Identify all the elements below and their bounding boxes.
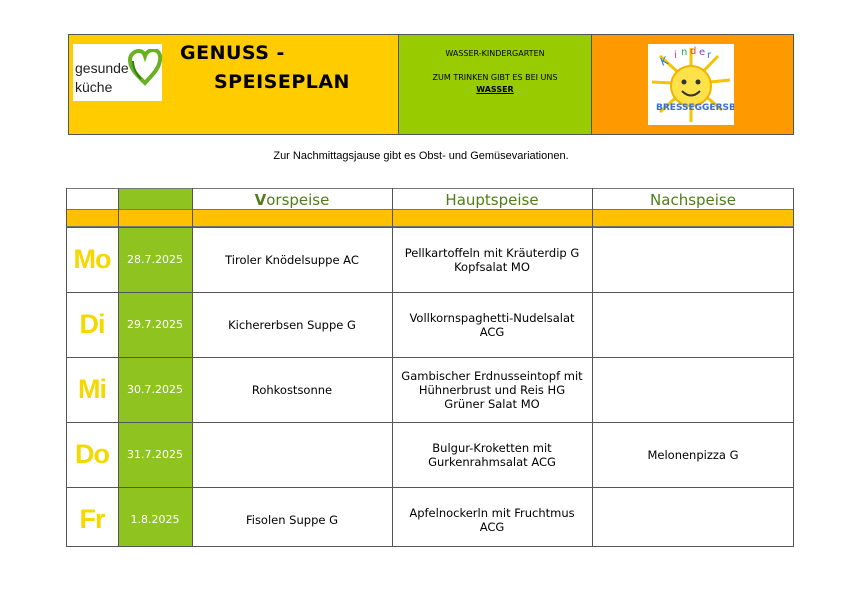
menu-header xyxy=(68,34,794,135)
dessert-cell xyxy=(592,357,794,422)
afternoon-snack-note: Zur Nachmittagsjause gibt es Obst- und Gemüsevariationen. xyxy=(273,150,569,162)
weekly-menu-table xyxy=(66,188,794,547)
main-course-cell xyxy=(392,422,592,487)
svg-text:i: i xyxy=(674,50,677,61)
dish-text-line: Fisolen Suppe G xyxy=(245,512,339,527)
water-kindergarten-label: WASSER-KINDERGARTEN xyxy=(445,49,545,58)
date-cell: 29.7.2025 xyxy=(127,318,183,331)
dish-text-line: Vollkornspaghetti-Nudelsalat xyxy=(409,310,575,325)
kindergarten-logo-panel xyxy=(592,35,793,134)
dish-text-line: Hühnerbrust und Reis HG xyxy=(418,382,566,397)
water-info-panel xyxy=(399,35,592,134)
date-cell: 28.7.2025 xyxy=(127,253,183,266)
date-cell: 31.7.2025 xyxy=(127,448,183,461)
table-row xyxy=(66,292,794,357)
heart-icon xyxy=(127,49,163,87)
starter-cell xyxy=(192,292,392,357)
logo-text-line2: küche xyxy=(75,79,113,95)
table-row xyxy=(66,422,794,487)
page-title-line1: GENUSS - xyxy=(180,42,285,64)
page-title-line2: SPEISEPLAN xyxy=(214,71,350,93)
dish-text-line: Rohkostsonne xyxy=(251,382,333,397)
dish-text-line: Kopfsalat MO xyxy=(454,259,530,274)
svg-text:K: K xyxy=(658,54,670,69)
dish-text-line: Gambischer Erdnusseintopf mit xyxy=(401,368,583,383)
date-cell: 30.7.2025 xyxy=(127,383,183,396)
weekday-label: Mo xyxy=(73,244,111,274)
gesunde-kueche-logo xyxy=(73,44,162,101)
dish-text-line: Grüner Salat MO xyxy=(444,396,540,411)
dish-text-line: Tiroler Knödelsuppe AC xyxy=(225,252,359,267)
table-row xyxy=(66,227,794,292)
svg-text:BRESSEGGERSB: BRESSEGGERSB xyxy=(656,103,734,113)
weekday-label: Fr xyxy=(79,504,105,534)
starter-cell xyxy=(192,227,392,292)
dish-text-line: Pellkartoffeln mit Kräuterdip G xyxy=(404,245,580,260)
water-emphasis: WASSER xyxy=(476,85,514,94)
water-info-text: ZUM TRINKEN GIBT ES BEI UNS xyxy=(432,73,558,82)
header-band xyxy=(66,209,794,227)
dish-text-line: Apfelnockerln mit Fruchtmus xyxy=(409,505,575,520)
header-title-panel xyxy=(69,35,399,134)
column-header-nachspeise: Nachspeise xyxy=(650,191,736,209)
dish-text-line: ACG xyxy=(479,519,505,534)
column-header-hauptspeise: Hauptspeise xyxy=(445,191,539,209)
table-row xyxy=(66,487,794,552)
svg-text:e: e xyxy=(699,47,706,58)
weekday-label: Di xyxy=(79,309,105,339)
main-course-cell xyxy=(392,487,592,552)
date-cell: 1.8.2025 xyxy=(130,513,180,526)
table-row xyxy=(66,357,794,422)
starter-cell xyxy=(192,487,392,552)
logo-text-line1: gesunde xyxy=(75,60,129,76)
dessert-cell xyxy=(592,487,794,552)
svg-text:r: r xyxy=(707,50,712,61)
dessert-cell xyxy=(592,422,794,487)
dessert-cell xyxy=(592,227,794,292)
dish-text-line: Gurkenrahmsalat ACG xyxy=(428,454,556,469)
svg-text:d: d xyxy=(690,46,697,57)
main-course-cell xyxy=(392,357,592,422)
svg-text:n: n xyxy=(681,47,688,58)
weekday-label: Do xyxy=(75,439,109,469)
dish-text-line: Melonenpizza G xyxy=(647,447,739,462)
weekday-label: Mi xyxy=(78,374,106,404)
dish-text-line: Kichererbsen Suppe G xyxy=(228,317,356,332)
main-course-cell xyxy=(392,292,592,357)
starter-cell xyxy=(192,357,392,422)
column-header-vorspeise: Vorspeise xyxy=(254,191,330,209)
starter-cell xyxy=(192,422,392,487)
table-header-row xyxy=(66,188,794,210)
dish-text-line: ACG xyxy=(479,324,505,339)
kindergarten-sun-logo xyxy=(648,44,734,125)
main-course-cell xyxy=(392,227,592,292)
dish-text-line: Bulgur-Kroketten mit xyxy=(432,440,552,455)
dessert-cell xyxy=(592,292,794,357)
